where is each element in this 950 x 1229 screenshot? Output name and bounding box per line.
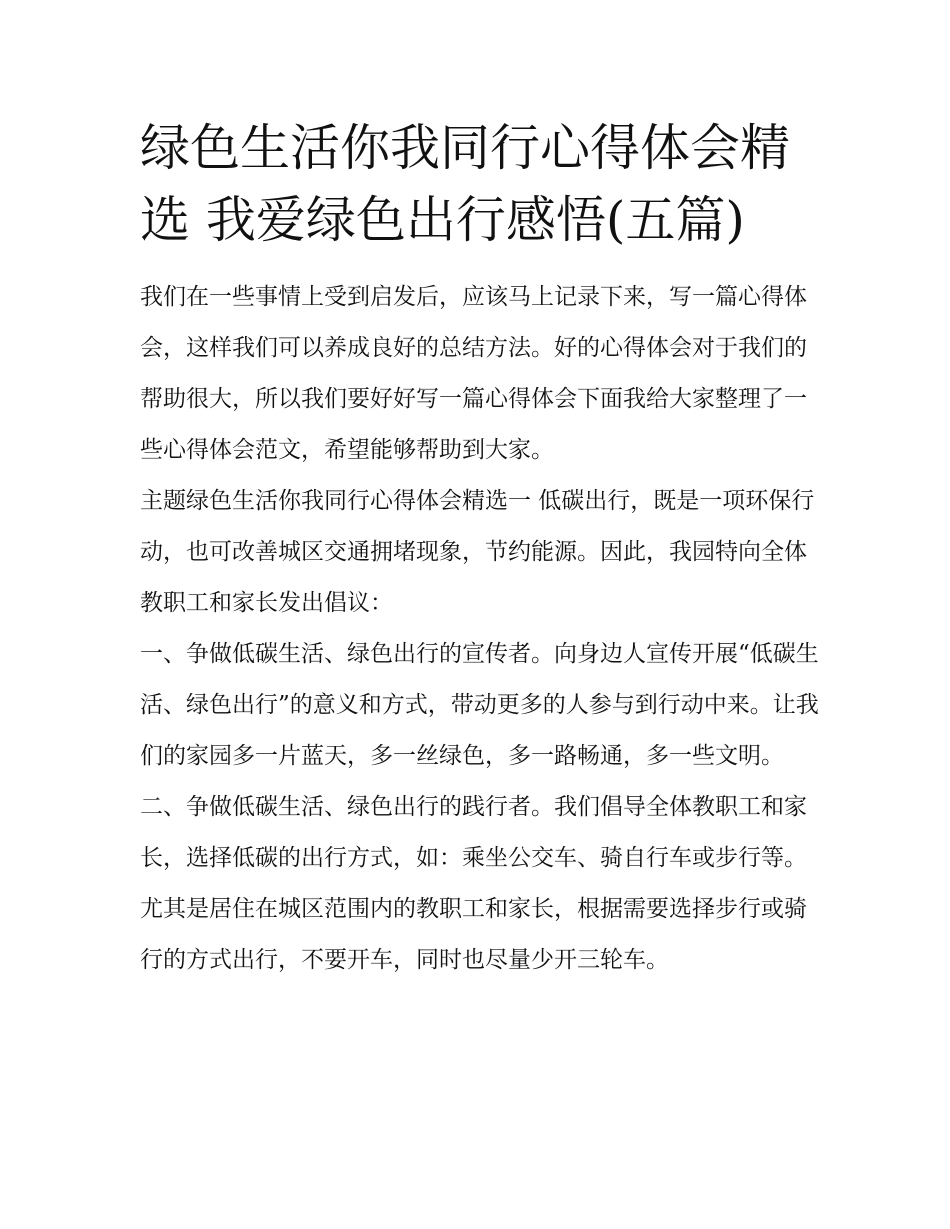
point-one-paragraph: 一、争做低碳生活、绿色出行的宣传者。向身边人宣传开展“低碳生活、绿色出行”的意义和方式，带动更多的人参与到行动中来。让我们的家园多一片蓝天，多一丝绿色，多一路畅通，多一些文明。 (140, 641, 819, 769)
document-page (140, 112, 820, 986)
point-two-paragraph: 二、争做低碳生活、绿色出行的践行者。我们倡导全体教职工和家长，选择低碳的出行方式，如：乘坐公交车、骑自行车或步行等。尤其是居住在城区范围内的教职工和家长，根据需要选择步行或骑行的方式出行，不要开车，同时也尽量少开三轮车。 (140, 794, 807, 973)
document-body (140, 272, 820, 986)
document-title: 绿色生活你我同行心得体会精选 我爱绿色出行感悟(五篇) (140, 119, 790, 249)
intro-paragraph: 我们在一些事情上受到启发后，应该马上记录下来，写一篇心得体会，这样我们可以养成良好的总结方法。好的心得体会对于我们的帮助很大，所以我们要好好写一篇心得体会下面我给大家整理了一些心得体会范文，希望能够帮助到大家。 (140, 284, 807, 463)
theme-paragraph: 主题绿色生活你我同行心得体会精选一 低碳出行，既是一项环保行动，也可改善城区交通拥堵现象，节约能源。因此，我园特向全体教职工和家长发出倡议： (140, 488, 815, 616)
